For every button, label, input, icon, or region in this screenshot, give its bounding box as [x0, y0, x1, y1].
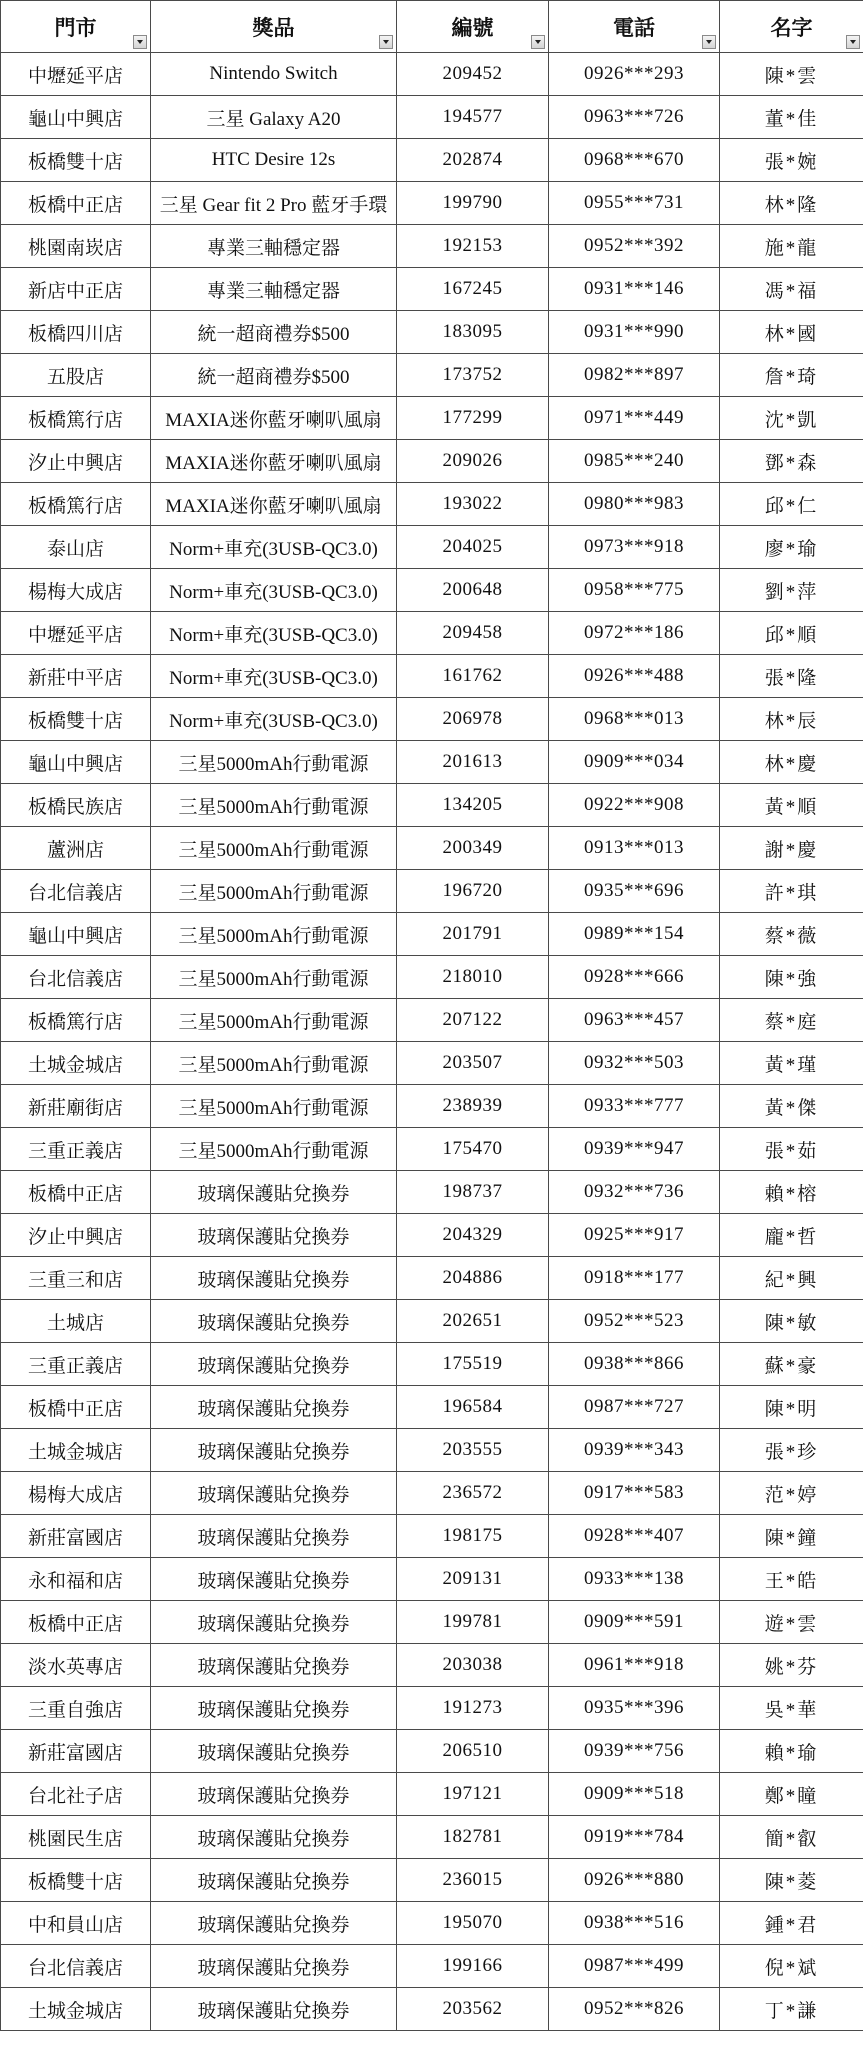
- header-label: 編號: [451, 15, 494, 40]
- cell-name[interactable]: 林*辰: [720, 698, 863, 741]
- cell-prize[interactable]: 玻璃保護貼兌換券: [151, 1429, 397, 1472]
- header-row: [1, 1, 863, 53]
- cell-id[interactable]: 202651: [397, 1300, 549, 1343]
- cell-store[interactable]: 板橋篤行店: [1, 397, 151, 440]
- filter-dropdown-button[interactable]: [379, 35, 393, 49]
- table-row: [1, 268, 863, 311]
- table-row: [1, 1773, 863, 1816]
- cell-store[interactable]: 三重三和店: [1, 1257, 151, 1300]
- cell-store[interactable]: 板橋四川店: [1, 311, 151, 354]
- cell-prize[interactable]: 玻璃保護貼兌換券: [151, 1558, 397, 1601]
- cell-id[interactable]: 199166: [397, 1945, 549, 1988]
- table-row: [1, 225, 863, 268]
- cell-prize[interactable]: 三星5000mAh行動電源: [151, 827, 397, 870]
- table-row: [1, 698, 863, 741]
- cell-phone[interactable]: 0922***908: [549, 784, 720, 827]
- cell-phone[interactable]: 0918***177: [549, 1257, 720, 1300]
- cell-store[interactable]: 五股店: [1, 354, 151, 397]
- cell-store[interactable]: 板橋中正店: [1, 1171, 151, 1214]
- cell-name[interactable]: 廖*瑜: [720, 526, 863, 569]
- cell-prize[interactable]: 三星 Galaxy A20: [151, 96, 397, 139]
- cell-name[interactable]: 馮*福: [720, 268, 863, 311]
- cell-phone[interactable]: 0909***034: [549, 741, 720, 784]
- cell-store[interactable]: 淡水英專店: [1, 1644, 151, 1687]
- header-label: 電話: [613, 15, 655, 40]
- cell-phone[interactable]: 0919***784: [549, 1816, 720, 1859]
- header-name: [720, 1, 863, 53]
- cell-prize[interactable]: 專業三軸穩定器: [151, 225, 397, 268]
- cell-name[interactable]: 許*琪: [720, 870, 863, 913]
- cell-prize[interactable]: 玻璃保護貼兌換券: [151, 1300, 397, 1343]
- cell-name[interactable]: 陳*明: [720, 1386, 863, 1429]
- cell-id[interactable]: 209131: [397, 1558, 549, 1601]
- header-store: [1, 1, 151, 53]
- table-row: [1, 870, 863, 913]
- cell-phone[interactable]: 0973***918: [549, 526, 720, 569]
- cell-store[interactable]: 板橋雙十店: [1, 139, 151, 182]
- cell-store[interactable]: 桃園民生店: [1, 1816, 151, 1859]
- cell-id[interactable]: 203507: [397, 1042, 549, 1085]
- cell-phone[interactable]: 0935***696: [549, 870, 720, 913]
- table-row: [1, 1988, 863, 2031]
- cell-name[interactable]: 倪*斌: [720, 1945, 863, 1988]
- cell-phone[interactable]: 0931***146: [549, 268, 720, 311]
- cell-store[interactable]: 土城金城店: [1, 1988, 151, 2031]
- cell-name[interactable]: 簡*叡: [720, 1816, 863, 1859]
- header-phone: [549, 1, 720, 53]
- cell-phone[interactable]: 0939***756: [549, 1730, 720, 1773]
- table-row: [1, 483, 863, 526]
- cell-store[interactable]: 板橋中正店: [1, 1386, 151, 1429]
- cell-name[interactable]: 詹*琦: [720, 354, 863, 397]
- table-row: [1, 1859, 863, 1902]
- cell-store[interactable]: 汐止中興店: [1, 1214, 151, 1257]
- cell-name[interactable]: 張*珍: [720, 1429, 863, 1472]
- cell-name[interactable]: 紀*興: [720, 1257, 863, 1300]
- cell-phone[interactable]: 0938***516: [549, 1902, 720, 1945]
- cell-id[interactable]: 196584: [397, 1386, 549, 1429]
- cell-prize[interactable]: 玻璃保護貼兌換券: [151, 1945, 397, 1988]
- cell-phone[interactable]: 0980***983: [549, 483, 720, 526]
- cell-id[interactable]: 134205: [397, 784, 549, 827]
- cell-prize[interactable]: 玻璃保護貼兌換券: [151, 1343, 397, 1386]
- cell-store[interactable]: 龜山中興店: [1, 96, 151, 139]
- filter-dropdown-button[interactable]: [702, 35, 716, 49]
- cell-phone[interactable]: 0982***897: [549, 354, 720, 397]
- cell-phone[interactable]: 0925***917: [549, 1214, 720, 1257]
- cell-id[interactable]: 209458: [397, 612, 549, 655]
- cell-phone[interactable]: 0931***990: [549, 311, 720, 354]
- cell-prize[interactable]: Norm+車充(3USB-QC3.0): [151, 526, 397, 569]
- cell-phone[interactable]: 0938***866: [549, 1343, 720, 1386]
- cell-id[interactable]: 200349: [397, 827, 549, 870]
- cell-store[interactable]: 土城店: [1, 1300, 151, 1343]
- cell-phone[interactable]: 0939***343: [549, 1429, 720, 1472]
- cell-store[interactable]: 板橋篤行店: [1, 999, 151, 1042]
- cell-store[interactable]: 新莊中平店: [1, 655, 151, 698]
- cell-prize[interactable]: Norm+車充(3USB-QC3.0): [151, 698, 397, 741]
- cell-store[interactable]: 板橋中正店: [1, 1601, 151, 1644]
- header-prize: [151, 1, 397, 53]
- table-row: [1, 655, 863, 698]
- cell-phone[interactable]: 0933***777: [549, 1085, 720, 1128]
- table-row: [1, 1902, 863, 1945]
- cell-store[interactable]: 中壢延平店: [1, 53, 151, 96]
- cell-prize[interactable]: 玻璃保護貼兌換券: [151, 1988, 397, 2031]
- filter-dropdown-button[interactable]: [531, 35, 545, 49]
- cell-name[interactable]: 黃*順: [720, 784, 863, 827]
- table-row: [1, 1300, 863, 1343]
- cell-store[interactable]: 泰山店: [1, 526, 151, 569]
- cell-phone[interactable]: 0958***775: [549, 569, 720, 612]
- cell-store[interactable]: 三重正義店: [1, 1343, 151, 1386]
- table-row: [1, 1687, 863, 1730]
- cell-id[interactable]: 203038: [397, 1644, 549, 1687]
- cell-id[interactable]: 203562: [397, 1988, 549, 2031]
- cell-store[interactable]: 蘆洲店: [1, 827, 151, 870]
- cell-id[interactable]: 236015: [397, 1859, 549, 1902]
- cell-phone[interactable]: 0955***731: [549, 182, 720, 225]
- table-row: [1, 913, 863, 956]
- cell-prize[interactable]: 三星5000mAh行動電源: [151, 913, 397, 956]
- cell-prize[interactable]: 玻璃保護貼兌換券: [151, 1644, 397, 1687]
- cell-prize[interactable]: MAXIA迷你藍牙喇叭風扇: [151, 483, 397, 526]
- cell-id[interactable]: 238939: [397, 1085, 549, 1128]
- cell-id[interactable]: 194577: [397, 96, 549, 139]
- cell-name[interactable]: 遊*雲: [720, 1601, 863, 1644]
- dropdown-arrow-icon: [850, 40, 856, 44]
- cell-store[interactable]: 板橋雙十店: [1, 1859, 151, 1902]
- table-row: [1, 182, 863, 225]
- cell-name[interactable]: 沈*凱: [720, 397, 863, 440]
- cell-prize[interactable]: Norm+車充(3USB-QC3.0): [151, 612, 397, 655]
- cell-id[interactable]: 209452: [397, 53, 549, 96]
- table-row: [1, 1472, 863, 1515]
- cell-prize[interactable]: 三星 Gear fit 2 Pro 藍牙手環: [151, 182, 397, 225]
- cell-phone[interactable]: 0952***826: [549, 1988, 720, 2031]
- cell-name[interactable]: 林*隆: [720, 182, 863, 225]
- cell-name[interactable]: 劉*萍: [720, 569, 863, 612]
- cell-id[interactable]: 236572: [397, 1472, 549, 1515]
- dropdown-arrow-icon: [535, 40, 541, 44]
- cell-id[interactable]: 198175: [397, 1515, 549, 1558]
- cell-phone[interactable]: 0971***449: [549, 397, 720, 440]
- cell-store[interactable]: 三重自強店: [1, 1687, 151, 1730]
- cell-store[interactable]: 汐止中興店: [1, 440, 151, 483]
- cell-phone[interactable]: 0985***240: [549, 440, 720, 483]
- cell-phone[interactable]: 0961***918: [549, 1644, 720, 1687]
- cell-prize[interactable]: 統一超商禮券$500: [151, 311, 397, 354]
- cell-prize[interactable]: 玻璃保護貼兌換券: [151, 1859, 397, 1902]
- cell-store[interactable]: 板橋雙十店: [1, 698, 151, 741]
- cell-prize[interactable]: 玻璃保護貼兌換券: [151, 1816, 397, 1859]
- cell-prize[interactable]: 三星5000mAh行動電源: [151, 999, 397, 1042]
- dropdown-arrow-icon: [383, 40, 389, 44]
- cell-store[interactable]: 楊梅大成店: [1, 569, 151, 612]
- table-row: [1, 1214, 863, 1257]
- table-row: [1, 1945, 863, 1988]
- table-row: [1, 526, 863, 569]
- cell-store[interactable]: 新莊廟街店: [1, 1085, 151, 1128]
- cell-name[interactable]: 龐*哲: [720, 1214, 863, 1257]
- cell-prize[interactable]: 三星5000mAh行動電源: [151, 956, 397, 999]
- cell-name[interactable]: 陳*菱: [720, 1859, 863, 1902]
- table-row: [1, 1171, 863, 1214]
- cell-name[interactable]: 張*隆: [720, 655, 863, 698]
- table-row: [1, 1386, 863, 1429]
- cell-prize[interactable]: MAXIA迷你藍牙喇叭風扇: [151, 397, 397, 440]
- cell-prize[interactable]: 三星5000mAh行動電源: [151, 1042, 397, 1085]
- cell-name[interactable]: 林*國: [720, 311, 863, 354]
- cell-prize[interactable]: 玻璃保護貼兌換券: [151, 1601, 397, 1644]
- cell-id[interactable]: 175519: [397, 1343, 549, 1386]
- cell-id[interactable]: 167245: [397, 268, 549, 311]
- cell-name[interactable]: 蔡*庭: [720, 999, 863, 1042]
- cell-phone[interactable]: 0968***670: [549, 139, 720, 182]
- cell-prize[interactable]: 三星5000mAh行動電源: [151, 784, 397, 827]
- cell-store[interactable]: 龜山中興店: [1, 741, 151, 784]
- cell-store[interactable]: 台北社子店: [1, 1773, 151, 1816]
- header-id: [397, 1, 549, 53]
- cell-prize[interactable]: 玻璃保護貼兌換券: [151, 1214, 397, 1257]
- cell-phone[interactable]: 0963***726: [549, 96, 720, 139]
- cell-store[interactable]: 永和福和店: [1, 1558, 151, 1601]
- cell-name[interactable]: 蘇*豪: [720, 1343, 863, 1386]
- cell-store[interactable]: 龜山中興店: [1, 913, 151, 956]
- cell-name[interactable]: 蔡*薇: [720, 913, 863, 956]
- cell-store[interactable]: 三重正義店: [1, 1128, 151, 1171]
- table-row: [1, 956, 863, 999]
- cell-prize[interactable]: 玻璃保護貼兌換券: [151, 1687, 397, 1730]
- cell-store[interactable]: 台北信義店: [1, 1945, 151, 1988]
- cell-name[interactable]: 陳*強: [720, 956, 863, 999]
- cell-name[interactable]: 陳*鐘: [720, 1515, 863, 1558]
- cell-name[interactable]: 鄧*森: [720, 440, 863, 483]
- table-row: [1, 612, 863, 655]
- dropdown-arrow-icon: [706, 40, 712, 44]
- cell-phone[interactable]: 0935***396: [549, 1687, 720, 1730]
- cell-prize[interactable]: 玻璃保護貼兌換券: [151, 1171, 397, 1214]
- cell-prize[interactable]: Nintendo Switch: [151, 53, 397, 96]
- cell-prize[interactable]: 玻璃保護貼兌換券: [151, 1773, 397, 1816]
- cell-name[interactable]: 吳*華: [720, 1687, 863, 1730]
- cell-name[interactable]: 謝*慶: [720, 827, 863, 870]
- table-row: [1, 53, 863, 96]
- cell-prize[interactable]: Norm+車充(3USB-QC3.0): [151, 569, 397, 612]
- cell-id[interactable]: 204329: [397, 1214, 549, 1257]
- cell-id[interactable]: 203555: [397, 1429, 549, 1472]
- table-row: [1, 784, 863, 827]
- filter-dropdown-button[interactable]: [133, 35, 147, 49]
- cell-name[interactable]: 董*佳: [720, 96, 863, 139]
- cell-prize[interactable]: 統一超商禮券$500: [151, 354, 397, 397]
- cell-prize[interactable]: 三星5000mAh行動電源: [151, 1085, 397, 1128]
- cell-name[interactable]: 姚*芬: [720, 1644, 863, 1687]
- table-row: [1, 1085, 863, 1128]
- cell-prize[interactable]: 三星5000mAh行動電源: [151, 1128, 397, 1171]
- cell-phone[interactable]: 0917***583: [549, 1472, 720, 1515]
- cell-phone[interactable]: 0968***013: [549, 698, 720, 741]
- cell-phone[interactable]: 0932***736: [549, 1171, 720, 1214]
- cell-store[interactable]: 中壢延平店: [1, 612, 151, 655]
- cell-id[interactable]: 199781: [397, 1601, 549, 1644]
- cell-name[interactable]: 丁*謙: [720, 1988, 863, 2031]
- cell-name[interactable]: 邱*仁: [720, 483, 863, 526]
- cell-store[interactable]: 板橋民族店: [1, 784, 151, 827]
- cell-id[interactable]: 182781: [397, 1816, 549, 1859]
- cell-name[interactable]: 鍾*君: [720, 1902, 863, 1945]
- cell-prize[interactable]: 玻璃保護貼兌換券: [151, 1472, 397, 1515]
- table-row: [1, 1515, 863, 1558]
- cell-store[interactable]: 新莊富國店: [1, 1730, 151, 1773]
- cell-prize[interactable]: 玻璃保護貼兌換券: [151, 1730, 397, 1773]
- cell-prize[interactable]: 玻璃保護貼兌換券: [151, 1902, 397, 1945]
- cell-id[interactable]: 204886: [397, 1257, 549, 1300]
- table-row: [1, 1730, 863, 1773]
- cell-phone[interactable]: 0972***186: [549, 612, 720, 655]
- table-row: [1, 1343, 863, 1386]
- cell-prize[interactable]: 玻璃保護貼兌換券: [151, 1515, 397, 1558]
- table-row: [1, 1558, 863, 1601]
- cell-prize[interactable]: 三星5000mAh行動電源: [151, 741, 397, 784]
- cell-prize[interactable]: Norm+車充(3USB-QC3.0): [151, 655, 397, 698]
- cell-prize[interactable]: MAXIA迷你藍牙喇叭風扇: [151, 440, 397, 483]
- cell-name[interactable]: 鄭*瞳: [720, 1773, 863, 1816]
- table-row: [1, 1128, 863, 1171]
- cell-id[interactable]: 204025: [397, 526, 549, 569]
- header-label: 獎品: [252, 15, 295, 40]
- cell-store[interactable]: 土城金城店: [1, 1042, 151, 1085]
- cell-name[interactable]: 邱*順: [720, 612, 863, 655]
- cell-phone[interactable]: 0909***591: [549, 1601, 720, 1644]
- table-row: [1, 440, 863, 483]
- cell-id[interactable]: 200648: [397, 569, 549, 612]
- cell-prize[interactable]: 專業三軸穩定器: [151, 268, 397, 311]
- cell-phone[interactable]: 0939***947: [549, 1128, 720, 1171]
- cell-phone[interactable]: 0952***523: [549, 1300, 720, 1343]
- cell-name[interactable]: 張*婉: [720, 139, 863, 182]
- cell-store[interactable]: 新店中正店: [1, 268, 151, 311]
- cell-prize[interactable]: 玻璃保護貼兌換券: [151, 1257, 397, 1300]
- cell-name[interactable]: 陳*雲: [720, 53, 863, 96]
- table-row: [1, 1816, 863, 1859]
- cell-phone[interactable]: 0926***293: [549, 53, 720, 96]
- cell-name[interactable]: 施*龍: [720, 225, 863, 268]
- cell-id[interactable]: 175470: [397, 1128, 549, 1171]
- cell-id[interactable]: 191273: [397, 1687, 549, 1730]
- cell-phone[interactable]: 0928***666: [549, 956, 720, 999]
- cell-phone[interactable]: 0932***503: [549, 1042, 720, 1085]
- cell-id[interactable]: 207122: [397, 999, 549, 1042]
- cell-id[interactable]: 201613: [397, 741, 549, 784]
- table-row: [1, 1644, 863, 1687]
- cell-id[interactable]: 193022: [397, 483, 549, 526]
- cell-id[interactable]: 202874: [397, 139, 549, 182]
- cell-id[interactable]: 161762: [397, 655, 549, 698]
- table-body: [1, 53, 863, 2031]
- cell-name[interactable]: 賴*榕: [720, 1171, 863, 1214]
- table-row: [1, 827, 863, 870]
- cell-name[interactable]: 黃*傑: [720, 1085, 863, 1128]
- table-row: [1, 139, 863, 182]
- table-row: [1, 1429, 863, 1472]
- cell-id[interactable]: 206510: [397, 1730, 549, 1773]
- cell-phone[interactable]: 0933***138: [549, 1558, 720, 1601]
- table-row: [1, 1257, 863, 1300]
- cell-id[interactable]: 192153: [397, 225, 549, 268]
- cell-name[interactable]: 陳*敏: [720, 1300, 863, 1343]
- table-row: [1, 741, 863, 784]
- cell-name[interactable]: 黃*瑾: [720, 1042, 863, 1085]
- cell-name[interactable]: 賴*瑜: [720, 1730, 863, 1773]
- cell-store[interactable]: 新莊富國店: [1, 1515, 151, 1558]
- cell-prize[interactable]: 玻璃保護貼兌換券: [151, 1386, 397, 1429]
- cell-id[interactable]: 173752: [397, 354, 549, 397]
- table-row: [1, 354, 863, 397]
- cell-id[interactable]: 177299: [397, 397, 549, 440]
- cell-id[interactable]: 183095: [397, 311, 549, 354]
- table-row: [1, 569, 863, 612]
- cell-id[interactable]: 197121: [397, 1773, 549, 1816]
- table-row: [1, 1042, 863, 1085]
- cell-store[interactable]: 楊梅大成店: [1, 1472, 151, 1515]
- cell-store[interactable]: 台北信義店: [1, 956, 151, 999]
- cell-store[interactable]: 土城金城店: [1, 1429, 151, 1472]
- filter-dropdown-button[interactable]: [846, 35, 860, 49]
- cell-id[interactable]: 218010: [397, 956, 549, 999]
- cell-prize[interactable]: HTC Desire 12s: [151, 139, 397, 182]
- cell-phone[interactable]: 0926***880: [549, 1859, 720, 1902]
- cell-phone[interactable]: 0913***013: [549, 827, 720, 870]
- table-row: [1, 1601, 863, 1644]
- cell-phone[interactable]: 0963***457: [549, 999, 720, 1042]
- cell-id[interactable]: 206978: [397, 698, 549, 741]
- cell-id[interactable]: 201791: [397, 913, 549, 956]
- cell-id[interactable]: 195070: [397, 1902, 549, 1945]
- cell-store[interactable]: 中和員山店: [1, 1902, 151, 1945]
- cell-phone[interactable]: 0987***727: [549, 1386, 720, 1429]
- cell-name[interactable]: 林*慶: [720, 741, 863, 784]
- cell-phone[interactable]: 0989***154: [549, 913, 720, 956]
- cell-prize[interactable]: 三星5000mAh行動電源: [151, 870, 397, 913]
- table-row: [1, 999, 863, 1042]
- dropdown-arrow-icon: [137, 40, 143, 44]
- table-row: [1, 397, 863, 440]
- cell-phone[interactable]: 0928***407: [549, 1515, 720, 1558]
- cell-store[interactable]: 台北信義店: [1, 870, 151, 913]
- cell-id[interactable]: 199790: [397, 182, 549, 225]
- cell-name[interactable]: 范*婷: [720, 1472, 863, 1515]
- cell-id[interactable]: 209026: [397, 440, 549, 483]
- cell-store[interactable]: 板橋中正店: [1, 182, 151, 225]
- header-label: 名字: [770, 15, 813, 40]
- cell-id[interactable]: 196720: [397, 870, 549, 913]
- cell-phone[interactable]: 0926***488: [549, 655, 720, 698]
- cell-store[interactable]: 桃園南崁店: [1, 225, 151, 268]
- cell-name[interactable]: 張*茹: [720, 1128, 863, 1171]
- cell-phone[interactable]: 0952***392: [549, 225, 720, 268]
- cell-store[interactable]: 板橋篤行店: [1, 483, 151, 526]
- table-row: [1, 96, 863, 139]
- header-label: 門市: [54, 15, 97, 40]
- cell-phone[interactable]: 0987***499: [549, 1945, 720, 1988]
- cell-phone[interactable]: 0909***518: [549, 1773, 720, 1816]
- cell-name[interactable]: 王*皓: [720, 1558, 863, 1601]
- table-row: [1, 311, 863, 354]
- cell-id[interactable]: 198737: [397, 1171, 549, 1214]
